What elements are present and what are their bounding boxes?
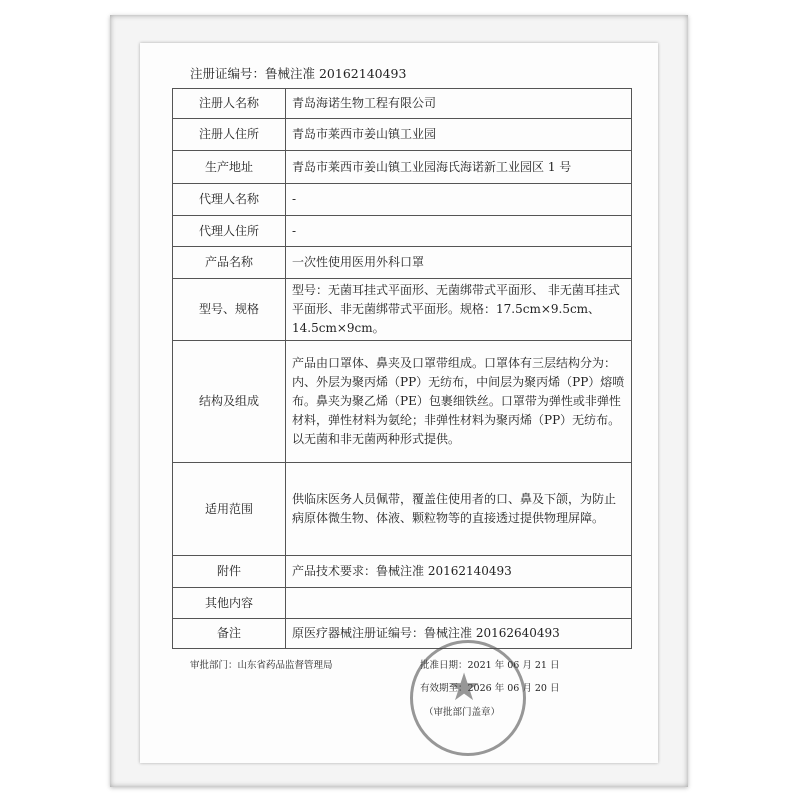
field-value: 供临床医务人员佩带，覆盖住使用者的口、鼻及下颌，为防止病原体微生物、体液、颗粒物等的直接透过提供物理屏障。 (286, 463, 632, 556)
table-row (173, 247, 632, 279)
field-label: 型号、规格 (173, 279, 286, 341)
field-value: 青岛海诺生物工程有限公司 (286, 89, 632, 119)
table-row (173, 151, 632, 184)
field-label: 产品名称 (173, 247, 286, 279)
table-row (173, 619, 632, 649)
field-value: 一次性使用医用外科口罩 (286, 247, 632, 279)
field-value (286, 588, 632, 619)
table-row (173, 216, 632, 247)
field-value: 产品技术要求：鲁械注准 20162140493 (286, 556, 632, 588)
field-label: 其他内容 (173, 588, 286, 619)
table-row (173, 556, 632, 588)
table-row (173, 463, 632, 556)
table-row (173, 119, 632, 151)
field-value: 青岛市莱西市姜山镇工业园 (286, 119, 632, 151)
certificate-table (172, 88, 632, 649)
field-label: 附件 (173, 556, 286, 588)
table-row (173, 279, 632, 341)
field-label: 代理人住所 (173, 216, 286, 247)
table-row (173, 588, 632, 619)
field-value: 产品由口罩体、鼻夹及口罩带组成。口罩体有三层结构分为：内、外层为聚丙烯（PP）无纺布，中间层为聚丙烯（PP）熔喷布。鼻夹为聚乙烯（PE）包裹细铁丝。口罩带为弹性或非弹性材料，弹性材料为氨纶；非弹性材料为聚丙烯（PP）无纺布。以无菌和非无菌两种形式提供。 (286, 341, 632, 463)
field-value: 原医疗器械注册证编号：鲁械注准 20162640493 (286, 619, 632, 649)
field-label: 备注 (173, 619, 286, 649)
field-label: 结构及组成 (173, 341, 286, 463)
registration-number: 注册证编号：鲁械注准 20162140493 (190, 66, 407, 81)
seal-caption: （审批部门盖章） (424, 707, 501, 718)
field-label: 注册人住所 (173, 119, 286, 151)
field-value: 型号：无菌耳挂式平面形、无菌绑带式平面形、 非无菌耳挂式平面形、非无菌绑带式平面形。规格：17.5cm×9.5cm、14.5cm×9cm。 (286, 279, 632, 341)
field-value: - (286, 184, 632, 216)
field-value: - (286, 216, 632, 247)
field-value: 青岛市莱西市姜山镇工业园海氏海诺新工业园区 1 号 (286, 151, 632, 184)
field-label: 生产地址 (173, 151, 286, 184)
valid-until: 有效期至：2026 年 06 月 20 日 (420, 683, 560, 694)
table-row (173, 341, 632, 463)
official-seal-stamp (410, 640, 526, 756)
field-label: 适用范围 (173, 463, 286, 556)
field-label: 代理人名称 (173, 184, 286, 216)
table-row (173, 89, 632, 119)
approval-date: 批准日期：2021 年 06 月 21 日 (420, 660, 560, 671)
table-row (173, 184, 632, 216)
field-label: 注册人名称 (173, 89, 286, 119)
approval-department: 审批部门：山东省药品监督管理局 (190, 660, 333, 671)
